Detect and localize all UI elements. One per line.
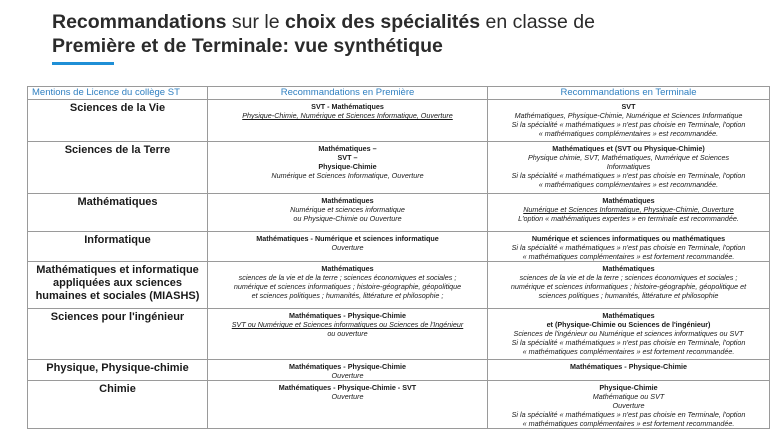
terminale-line: L'option « mathématiques expertes » en terminale est recommandée. [518, 214, 739, 223]
mention-cell: Sciences de la Terre [28, 142, 208, 194]
title-bold-a: Recommandations [52, 11, 227, 33]
premiere-line: SVT – [337, 153, 358, 162]
premiere-line: Mathématiques [321, 196, 374, 205]
mention-cell: Sciences pour l'ingénieur [28, 309, 208, 360]
premiere-line: Ouverture [331, 392, 364, 401]
terminale-line: Mathématiques [602, 311, 655, 320]
terminale-line: Si la spécialité « mathématiques » n'est pas choisie en Terminale, l'option [511, 243, 746, 252]
terminale-line: « mathématiques complémentaires » est fortement recommandée. [522, 419, 735, 428]
premiere-cell [208, 262, 488, 309]
terminale-cell [488, 142, 770, 194]
premiere-line: SVT - Mathématiques [311, 102, 384, 111]
mention-cell: Chimie [28, 381, 208, 429]
mention-cell: Mathématiques [28, 194, 208, 232]
table-row [28, 100, 770, 142]
terminale-line: « mathématiques complémentaires » est fortement recommandée. [522, 347, 735, 356]
premiere-line: Ouverture [331, 371, 364, 380]
premiere-line: Mathématiques - Numérique et sciences informatique [256, 234, 439, 243]
recommendations-table [27, 86, 770, 429]
mention-cell: Sciences de la Vie [28, 100, 208, 142]
title-line2: Première et de Terminale: vue synthétique [52, 35, 443, 57]
terminale-cell [488, 262, 770, 309]
premiere-line: Mathématiques - Physique-Chimie - SVT [278, 383, 417, 392]
mention-cell: Physique, Physique-chimie [28, 360, 208, 381]
premiere-cell [208, 360, 488, 381]
terminale-line: SVT [621, 102, 636, 111]
terminale-line: Physique chimie, SVT, Mathématiques, Numérique et Sciences [527, 153, 730, 162]
table-row [28, 142, 770, 194]
terminale-cell [488, 194, 770, 232]
terminale-line: Sciences de l'ingénieur ou Numérique et sciences informatiques ou SVT [513, 329, 744, 338]
title-normal-b: en classe de [480, 11, 595, 33]
premiere-line: ou ouverture [327, 329, 368, 338]
terminale-line: Mathématiques - Physique-Chimie [569, 362, 688, 371]
terminale-cell [488, 381, 770, 429]
premiere-line: Mathématiques – [318, 144, 377, 153]
terminale-line: Mathématiques [602, 264, 655, 273]
terminale-line: « mathématiques complémentaires » est fortement recommandée. [522, 252, 735, 261]
terminale-line: et (Physique-Chimie ou Sciences de l'ingénieur) [546, 320, 711, 329]
premiere-line: et sciences politiques ; humanités, littérature et philosophie ; [251, 291, 444, 300]
premiere-cell [208, 309, 488, 360]
terminale-line: Mathématiques et (SVT ou Physique-Chimie) [552, 144, 705, 153]
premiere-line: Numérique et sciences informatique [290, 205, 405, 214]
premiere-line: numérique et sciences informatiques ; histoire-géographie, géopolitique [233, 282, 462, 291]
terminale-line: Si la spécialité « mathématiques » n'est pas choisie en Terminale, l'option [511, 171, 746, 180]
terminale-line: sciences politiques ; humanités, littérature et philosophie [538, 291, 719, 300]
page-title [52, 10, 752, 58]
terminale-line: sciences de la vie et de la terre ; sciences économiques et sociales ; [519, 273, 738, 282]
premiere-cell [208, 142, 488, 194]
terminale-line: Mathématique ou SVT [592, 392, 665, 401]
premiere-line: Mathématiques - Physique-Chimie [288, 311, 407, 320]
terminale-line: Ouverture [612, 401, 645, 410]
terminale-cell [488, 232, 770, 262]
table-row [28, 381, 770, 429]
terminale-line: Mathématiques [602, 196, 655, 205]
premiere-cell [208, 232, 488, 262]
terminale-line: « mathématiques complémentaires » est recommandée. [538, 129, 719, 138]
terminale-line: Numérique et Sciences Informatique, Physique-Chimie, Ouverture [523, 205, 734, 214]
table-row [28, 309, 770, 360]
title-bold-b: choix des spécialités [284, 11, 481, 33]
premiere-line: Physique-Chimie, Numérique et Sciences Informatique, Ouverture [242, 111, 453, 120]
header-premiere: Recommandations en Première [208, 87, 488, 100]
table-header-row [28, 87, 770, 100]
premiere-line: Ouverture [331, 243, 364, 252]
terminale-cell [488, 100, 770, 142]
terminale-line: Si la spécialité « mathématiques » n'est pas choisie en Terminale, l'option [511, 120, 746, 129]
table-row [28, 262, 770, 309]
terminale-line: « mathématiques complémentaires » est recommandée. [538, 180, 719, 189]
terminale-line: Physique-Chimie [599, 383, 658, 392]
premiere-line: Mathématiques [321, 264, 374, 273]
header-mentions: Mentions de Licence du collège ST [28, 87, 208, 100]
premiere-cell [208, 100, 488, 142]
premiere-line: Numérique et Sciences Informatique, Ouverture [271, 171, 424, 180]
title-accent-bar [52, 62, 114, 65]
premiere-cell [208, 381, 488, 429]
premiere-line: Mathématiques - Physique-Chimie [288, 362, 407, 371]
premiere-line: sciences de la vie et de la terre ; sciences économiques et sociales ; [238, 273, 457, 282]
terminale-line: Si la spécialité « mathématiques » n'est pas choisie en Terminale, l'option [511, 338, 746, 347]
premiere-cell [208, 194, 488, 232]
terminale-line: Mathématiques, Physique-Chimie, Numérique et Sciences Informatique [514, 111, 743, 120]
table-row [28, 194, 770, 232]
mention-cell: Mathématiques et informatique appliquées aux sciences humaines et sociales (MIASHS) [28, 262, 208, 309]
terminale-line: numérique et sciences informatiques ; histoire-géographie, géopolitique et [510, 282, 747, 291]
premiere-line: SVT ou Numérique et Sciences informatiques ou Sciences de l'Ingénieur [231, 320, 464, 329]
terminale-line: Informatiques [606, 162, 651, 171]
terminale-cell [488, 360, 770, 381]
title-normal-a: sur le [226, 11, 285, 33]
terminale-line: Si la spécialité « mathématiques » n'est pas choisie en Terminale, l'option [511, 410, 746, 419]
premiere-line: ou Physique-Chimie ou Ouverture [293, 214, 402, 223]
mention-cell: Informatique [28, 232, 208, 262]
table-row [28, 232, 770, 262]
terminale-line: Numérique et sciences informatiques ou mathématiques [531, 234, 726, 243]
terminale-cell [488, 309, 770, 360]
header-terminale: Recommandations en Terminale [488, 87, 770, 100]
table-row [28, 360, 770, 381]
premiere-line: Physique-Chimie [318, 162, 377, 171]
